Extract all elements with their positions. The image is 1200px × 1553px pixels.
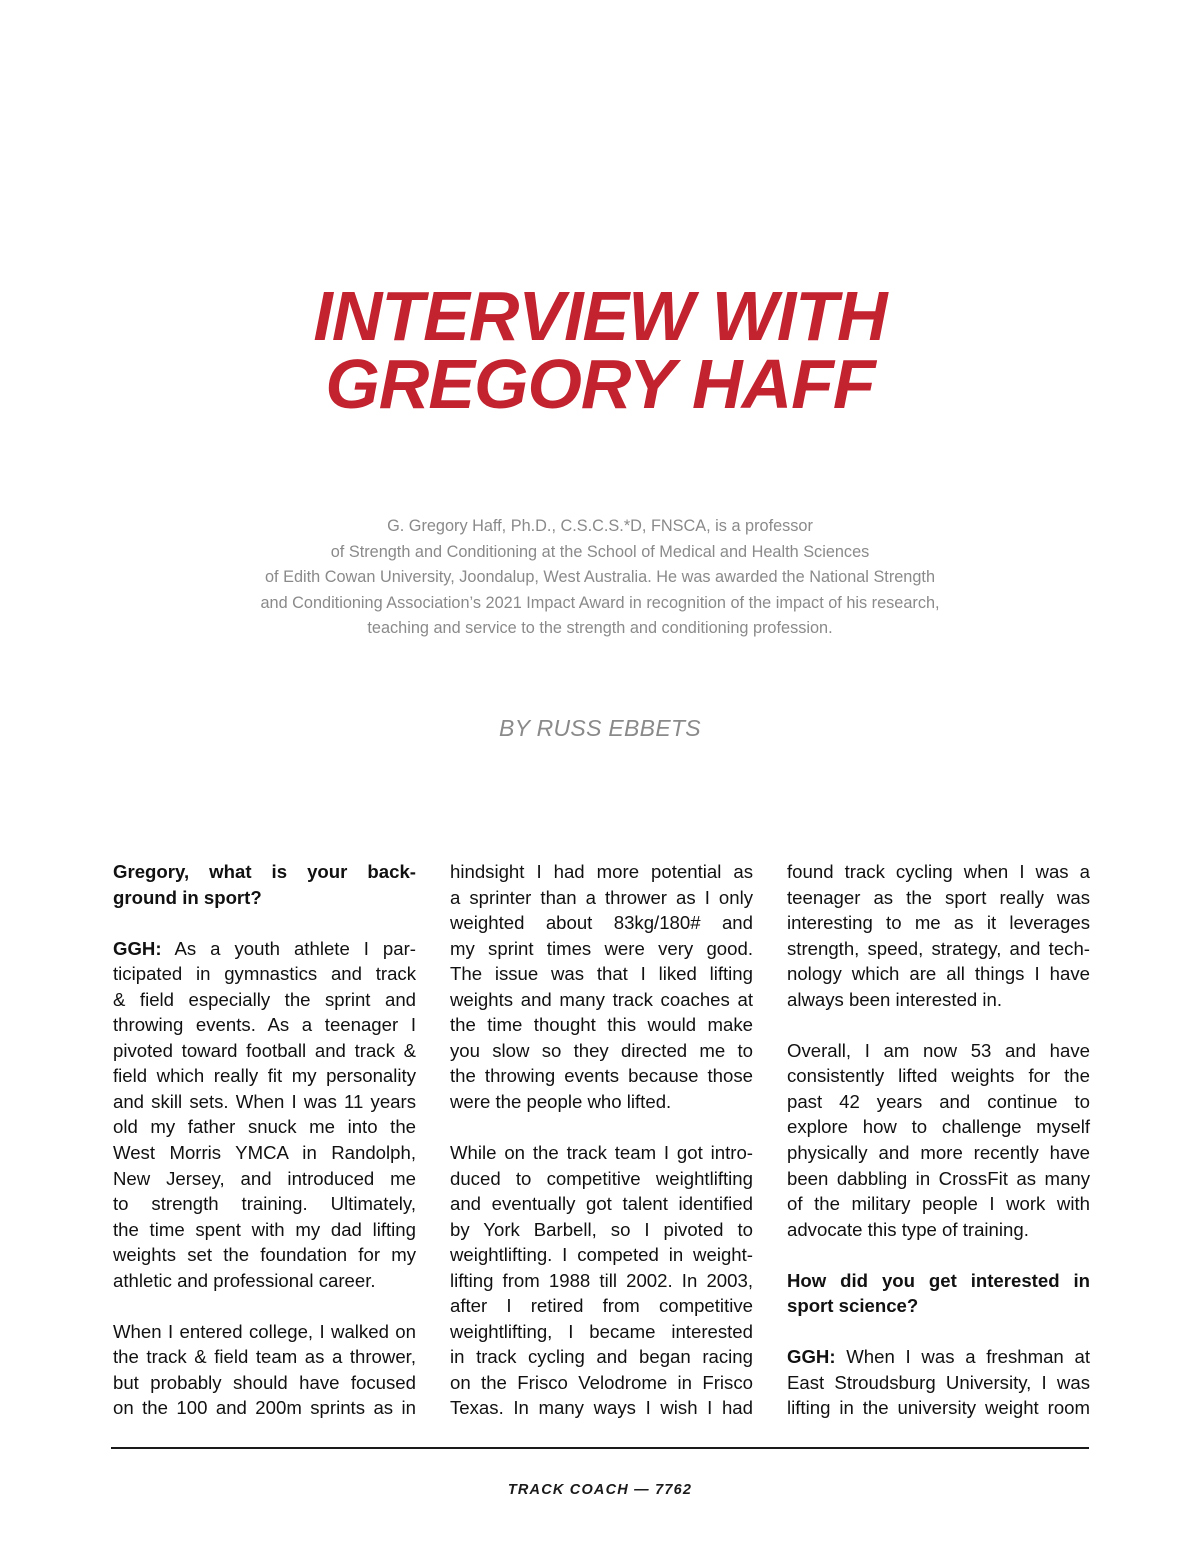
body-line: interesting to me as it leverages bbox=[787, 912, 1090, 934]
body-line: explore how to challenge myself bbox=[787, 1116, 1090, 1138]
text-column-2 bbox=[450, 859, 753, 1421]
intro-line: of Strength and Conditioning at the School of Medical and Health Sciences bbox=[330, 542, 870, 561]
answer-line: weights set the foundation for my bbox=[113, 1244, 416, 1266]
paragraph-gap bbox=[113, 910, 416, 936]
body-line: physically and more recently have bbox=[787, 1142, 1090, 1164]
byline: BY RUSS EBBETS bbox=[499, 715, 701, 741]
speaker-label: GGH: bbox=[113, 937, 162, 959]
body-line: the time thought this would make bbox=[450, 1014, 753, 1036]
body-line: past 42 years and continue to bbox=[787, 1090, 1090, 1112]
footer-divider bbox=[111, 1447, 1089, 1449]
answer-text: As a youth athlete I par- bbox=[161, 937, 416, 959]
answer-line: to strength training. Ultimately, bbox=[113, 1193, 416, 1215]
body-line: nology which are all things I have bbox=[787, 963, 1090, 985]
body-line: The issue was that I liked lifting bbox=[450, 963, 753, 985]
answer-line: lifting in the university weight room bbox=[787, 1397, 1090, 1419]
body-line: always been interested in. bbox=[787, 988, 1002, 1010]
answer-line: East Stroudsburg University, I was bbox=[787, 1371, 1090, 1393]
body-line: weights and many track coaches at bbox=[450, 988, 753, 1010]
answer-line: throwing events. As a teenager I bbox=[113, 1014, 416, 1036]
body-line: Texas. In many ways I wish I had bbox=[450, 1397, 753, 1419]
body-line: were the people who lifted. bbox=[450, 1090, 672, 1112]
text-column-1 bbox=[113, 859, 416, 1421]
body-line: the throwing events because those bbox=[450, 1065, 753, 1087]
body-line: on the Frisco Velodrome in Frisco bbox=[450, 1371, 753, 1393]
paragraph-gap bbox=[450, 1114, 753, 1140]
intro-line: teaching and service to the strength and conditioning profession. bbox=[367, 619, 833, 638]
question-line: How did you get interested in bbox=[787, 1269, 1090, 1291]
intro-line: of Edith Cowan University, Joondalup, West Australia. He was awarded the National Strength bbox=[265, 568, 935, 587]
body-line: but probably should have focused bbox=[113, 1371, 416, 1393]
paragraph-gap bbox=[113, 1293, 416, 1319]
answer-line: and skill sets. When I was 11 years bbox=[113, 1090, 416, 1112]
body-line: found track cycling when I was a bbox=[787, 861, 1090, 882]
body-line: teenager as the sport really was bbox=[787, 886, 1090, 908]
paragraph-gap bbox=[787, 1242, 1090, 1268]
body-line: a sprinter than a thrower as I only bbox=[450, 886, 753, 908]
answer-text: When I was a freshman at bbox=[835, 1346, 1090, 1368]
body-line: advocate this type of training. bbox=[787, 1218, 1029, 1240]
body-line: weightlifting, I became interested bbox=[450, 1320, 753, 1342]
body-line: consistently lifted weights for the bbox=[787, 1065, 1090, 1087]
answer-line: ticipated in gymnastics and track bbox=[113, 963, 416, 985]
answer-line: West Morris YMCA in Randolph, bbox=[113, 1142, 416, 1164]
page-footer: TRACK COACH — 7762 bbox=[507, 1482, 693, 1498]
answer-line: New Jersey, and introduced me bbox=[113, 1167, 416, 1189]
body-line: weighted about 83kg/180# and bbox=[450, 912, 753, 934]
body-line: When I entered college, I walked on bbox=[113, 1320, 416, 1342]
title-line: INTERVIEW WITH bbox=[313, 277, 887, 355]
body-line: Overall, I am now 53 and have bbox=[787, 1039, 1090, 1061]
body-line: duced to competitive weightlifting bbox=[450, 1167, 753, 1189]
intro-paragraph bbox=[150, 514, 1050, 642]
question-line: Gregory, what is your back- bbox=[113, 861, 416, 882]
question-line: sport science? bbox=[787, 1295, 919, 1317]
body-line: by York Barbell, so I pivoted to bbox=[450, 1218, 753, 1240]
answer-line bbox=[787, 1344, 1090, 1370]
body-line: weightlifting. I competed in weight- bbox=[450, 1244, 753, 1266]
body-line: lifting from 1988 till 2002. In 2003, bbox=[450, 1269, 753, 1291]
answer-line: old my father snuck me into the bbox=[113, 1116, 416, 1138]
body-line: been dabbling in CrossFit as many bbox=[787, 1167, 1090, 1189]
intro-line: and Conditioning Association’s 2021 Impact Award in recognition of the impact of his research, bbox=[260, 593, 940, 612]
answer-line: athletic and professional career. bbox=[113, 1269, 376, 1291]
intro-line: G. Gregory Haff, Ph.D., C.S.C.S.*D, FNSCA, is a professor bbox=[387, 517, 813, 535]
text-column-3 bbox=[787, 859, 1090, 1421]
answer-line bbox=[113, 936, 416, 962]
body-line: my sprint times were very good. bbox=[450, 937, 753, 959]
body-line: of the military people I work with bbox=[787, 1193, 1090, 1215]
answer-line: field which really fit my personality bbox=[113, 1065, 416, 1087]
body-line: the track & field team as a thrower, bbox=[113, 1346, 416, 1368]
article-title bbox=[0, 277, 1200, 423]
body-line: strength, speed, strategy, and tech- bbox=[787, 937, 1090, 959]
answer-line: & field especially the sprint and bbox=[113, 988, 416, 1010]
body-line: and eventually got talent identified bbox=[450, 1193, 753, 1215]
speaker-label: GGH: bbox=[787, 1346, 836, 1368]
paragraph-gap bbox=[787, 1319, 1090, 1345]
title-line: GREGORY HAFF bbox=[325, 345, 875, 423]
answer-line: the time spent with my dad lifting bbox=[113, 1218, 416, 1240]
body-line: after I retired from competitive bbox=[450, 1295, 753, 1317]
body-line: you slow so they directed me to bbox=[450, 1039, 753, 1061]
body-line: hindsight I had more potential as bbox=[450, 861, 753, 882]
body-line: While on the track team I got intro- bbox=[450, 1142, 753, 1164]
body-line: on the 100 and 200m sprints as in bbox=[113, 1397, 416, 1419]
question-line: ground in sport? bbox=[113, 886, 262, 908]
answer-line: pivoted toward football and track & bbox=[113, 1039, 416, 1061]
body-line: in track cycling and began racing bbox=[450, 1346, 753, 1368]
paragraph-gap bbox=[787, 1012, 1090, 1038]
